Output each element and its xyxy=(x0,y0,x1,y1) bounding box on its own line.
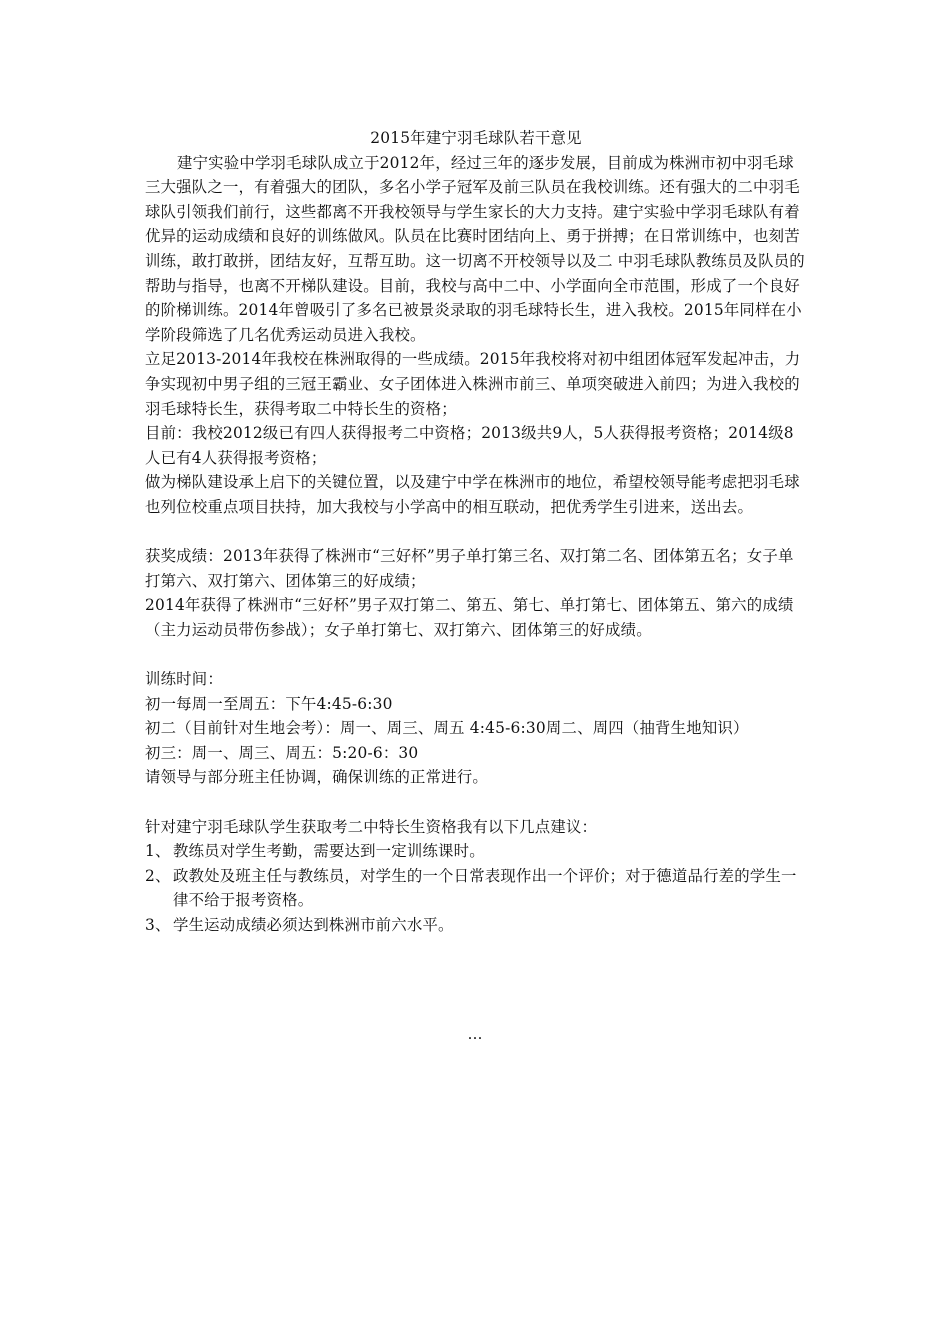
list-item-number: 3、 xyxy=(145,916,171,934)
document-body xyxy=(145,126,807,938)
training-grade3: 初三：周一、周三、周五：5:20-6：30 xyxy=(145,743,419,762)
training-grade1: 初一每周一至周五：下午4:45-6:30 xyxy=(145,694,393,713)
list-item xyxy=(145,913,807,938)
training-grade2: 初二（目前针对生地会考）：周一、周三、周五 4:45-6:30周二、周四（抽背生地知识） xyxy=(145,719,749,738)
goal-paragraph: 立足2013-2014年我校在株洲取得的一些成绩。2015年我校将对初中组团体冠军发起冲击，力争实现初中男子组的三冠王霸业、女子团体进入株洲市前三、单项突破进入前四；为进入我校的羽毛球特长生，获得考取二中特长生的资格； xyxy=(145,350,801,418)
document-title: 2015年建宁羽毛球队若干意见 xyxy=(370,129,582,147)
suggestions-list xyxy=(145,839,807,937)
page-ellipsis: … xyxy=(467,1025,483,1043)
list-item-text: 政教处及班主任与教练员，对学生的一个日常表现作出一个评价；对于德道品行差的学生一律不给于报考资格。 xyxy=(173,866,797,910)
training-heading: 训练时间： xyxy=(145,670,223,689)
awards-2014-paragraph: 2014年获得了株洲市“三好杯”男子双打第二、第五、第七、单打第七、团体第五、第六的成绩（主力运动员带伤参战）；女子单打第七、双打第六、团体第三的好成绩。 xyxy=(145,596,794,639)
appeal-paragraph: 做为梯队建设承上启下的关键位置，以及建宁中学在株洲市的地位，希望校领导能考虑把羽毛球也列位校重点项目扶持，加大我校与小学高中的相互联动，把优秀学生引进来，送出去。 xyxy=(145,473,800,516)
list-item-text: 教练员对学生考勤，需要达到一定训练课时。 xyxy=(173,842,485,861)
current-status-paragraph: 目前：我校2012级已有四人获得报考二中资格；2013级共9人，5人获得报考资格；2014级8人已有4人获得报考资格； xyxy=(145,424,794,467)
intro-paragraph: 建宁实验中学羽毛球队成立于2012年，经过三年的逐步发展，目前成为株洲市初中羽毛球三大强队之一，有着强大的团队，多名小学子冠军及前三队员在我校训练。还有强大的二中羽毛球队引领我们前行，这些都离不开我校领导与学生家长的大力支持。建宁实验中学羽毛球队有着优异的运动成绩和良好的训练做风。队员在比赛时团结向上、勇于拼搏；在日常训练中，也刻苦训练，敢打敢拼，团结友好，互帮互助。这一切离不开校领导以及二 中羽毛球队教练员及队员的帮助与指导，也离不开梯队建设。目前，我校与高中二中、小学面向全市范围，形成了一个良好的阶梯训练。2014年曾吸引了多名已被景炎录取的羽毛球特长生，进入我校。2015年同样在小学阶段筛选了几名优秀运动员进入我校。 xyxy=(145,153,805,344)
blank-line xyxy=(145,642,807,667)
training-request: 请领导与部分班主任协调，确保训练的正常进行。 xyxy=(145,768,488,787)
list-item xyxy=(145,864,807,913)
list-item xyxy=(145,839,807,864)
list-item-text: 学生运动成绩必须达到株洲市前六水平。 xyxy=(173,916,454,934)
blank-line xyxy=(145,520,807,545)
list-item-number: 1、 xyxy=(145,842,171,861)
awards-2013-paragraph: 获奖成绩：2013年获得了株洲市“三好杯”男子单打第三名、双打第二名、团体第五名；女子单打第六、双打第六、团体第三的好成绩； xyxy=(145,547,794,590)
list-item-number: 2、 xyxy=(145,866,171,885)
suggestions-heading: 针对建宁羽毛球队学生获取考二中特长生资格我有以下几点建议： xyxy=(145,817,598,836)
blank-line xyxy=(145,790,807,815)
